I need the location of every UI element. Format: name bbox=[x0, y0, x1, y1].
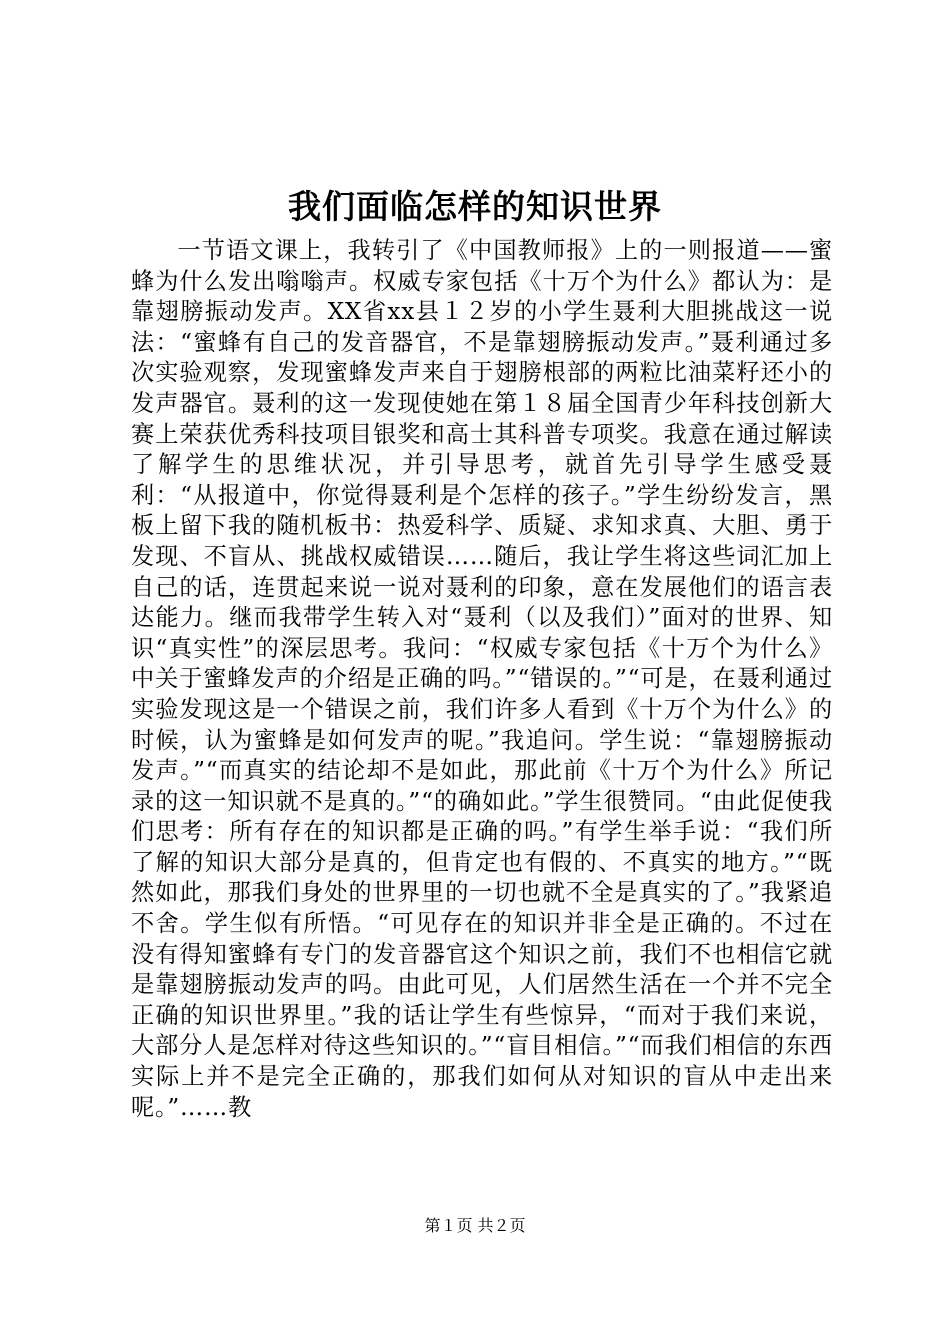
body-paragraph: 一节语文课上，我转引了《中国教师报》上的一则报道——蜜蜂为什么发出嗡嗡声。权威专家包括《十万个为什么》都认为：是靠翅膀振动发声。XX省xx县１２岁的小学生聂利大胆挑战这一说法：“蜜蜂有自己的发音器官，不是靠翅膀振动发声。”聂利通过多次实验观察，发现蜜蜂发声来自于翅膀根部的两粒比油菜籽还小的发声器官。聂利的这一发现使她在第１８届全国青少年科技创新大赛上荣获优秀科技项目银奖和高士其科普专项奖。我意在通过解读了解学生的思维状况，并引导思考，就首先引导学生感受聂利：“从报道中，你觉得聂利是个怎样的孩子。”学生纷纷发言，黑板上留下我的随机板书：热爱科学、质疑、求知求真、大胆、勇于发现、不盲从、挑战权威错误……随后，我让学生将这些词汇加上自己的话，连贯起来说一说对聂利的印象，意在发展他们的语言表达能力。继而我带学生转入对“聂利（以及我们）”面对的世界、知识“真实性”的深层思考。我问：“权威专家包括《十万个为什么》中关于蜜蜂发声的介绍是正确的吗。”“错误的。”“可是，在聂利通过实验发现这是一个错误之前，我们许多人看到《十万个为什么》的时候，认为蜜蜂是如何发声的呢。”我追问。学生说：“靠翅膀振动发声。”“而真实的结论却不是如此，那此前《十万个为什么》所记录的这一知识就不是真的。”“的确如此。”学生很赞同。“由此促使我们思考：所有存在的知识都是正确的吗。”有学生举手说：“我们所了解的知识大部分是真的，但肯定也有假的、不真实的地方。”“既然如此，那我们身处的世界里的一切也就不全是真实的了。”我紧追不舍。学生似有所悟。“可见存在的知识并非全是正确的。不过在没有得知蜜蜂有专门的发音器官这个知识之前，我们不也相信它就是靠翅膀振动发声的吗。由此可见，人们居然生活在一个并不完全正确的知识世界里。”我的话让学生有些惊异，“而对于我们来说，大部分人是怎样对待这些知识的。”“盲目相信。”“而我们相信的东西实际上并不是完全正确的，那我们如何从对知识的盲从中走出来呢。”……教 bbox=[131, 237, 833, 1121]
page-footer: 第１页 共２页 bbox=[424, 1216, 526, 1235]
page-title: 我们面临怎样的知识世界 bbox=[288, 187, 662, 226]
